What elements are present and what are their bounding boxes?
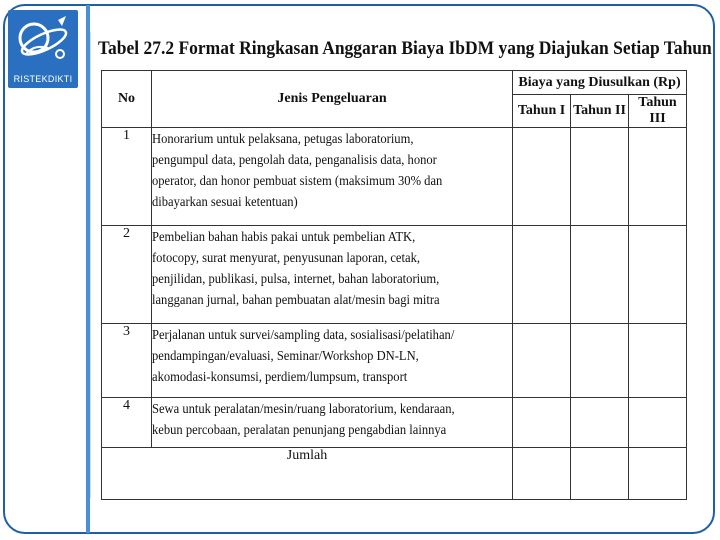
cell-tahun-3 xyxy=(629,226,687,324)
row-number: 1 xyxy=(102,128,152,226)
desc-line: Pembelian bahan habis pakai untuk pembelian ATK, xyxy=(152,229,416,244)
cell-tahun-1 xyxy=(513,128,571,226)
header-jenis-pengeluaran: Jenis Pengeluaran xyxy=(152,71,513,128)
cell-tahun-2 xyxy=(571,398,629,448)
total-tahun-3 xyxy=(629,448,687,500)
row-number: 4 xyxy=(102,398,152,448)
table-row xyxy=(102,324,687,398)
desc-line: Honorarium untuk pelaksana, petugas laboratorium, xyxy=(152,131,414,146)
logo-text: RISTEKDIKTI xyxy=(13,74,73,84)
desc-line: akomodasi-konsumsi, perdiem/lumpsum, transport xyxy=(152,369,408,384)
cell-tahun-2 xyxy=(571,226,629,324)
desc-line: langganan jurnal, bahan pembuatan alat/mesin bagi mitra xyxy=(152,292,440,307)
total-label: Jumlah xyxy=(102,448,513,500)
table-row xyxy=(102,398,687,448)
cell-tahun-1 xyxy=(513,226,571,324)
desc-line: kebun percobaan, peralatan penunjang pengabdian lainnya xyxy=(152,422,447,437)
header-tahun-3: Tahun III xyxy=(629,95,687,128)
header-tahun-1: Tahun I xyxy=(513,95,571,128)
row-description xyxy=(152,324,513,398)
table-row xyxy=(102,226,687,324)
desc-line: fotocopy, surat menyurat, penyusunan laporan, cetak, xyxy=(152,250,420,265)
cell-tahun-1 xyxy=(513,398,571,448)
header-no: No xyxy=(102,71,152,128)
total-tahun-1 xyxy=(513,448,571,500)
desc-line: Perjalanan untuk survei/sampling data, sosialisasi/pelatihan/ xyxy=(152,327,455,342)
budget-table xyxy=(101,70,687,500)
row-number: 2 xyxy=(102,226,152,324)
row-description xyxy=(152,226,513,324)
table-title: Tabel 27.2 Format Ringkasan Anggaran Biaya IbDM yang Diajukan Setiap Tahun xyxy=(98,38,712,59)
row-description xyxy=(152,128,513,226)
desc-line: penjilidan, publikasi, pulsa, internet, bahan laboratorium, xyxy=(152,271,440,286)
ristekdikti-emblem-icon xyxy=(14,14,72,68)
cell-tahun-2 xyxy=(571,324,629,398)
header-tahun-2: Tahun II xyxy=(571,95,629,128)
cell-tahun-3 xyxy=(629,324,687,398)
desc-line: Sewa untuk peralatan/mesin/ruang laboratorium, kendaraan, xyxy=(152,401,455,416)
desc-line: pengumpul data, pengolah data, penganalisis data, honor xyxy=(152,152,437,167)
cell-tahun-3 xyxy=(629,398,687,448)
cell-tahun-1 xyxy=(513,324,571,398)
row-number: 3 xyxy=(102,324,152,398)
table-row xyxy=(102,128,687,226)
total-row xyxy=(102,448,687,500)
desc-line: operator, dan honor pembuat sistem (maksimum 30% dan xyxy=(152,173,443,188)
header-biaya-diusulkan: Biaya yang Diusulkan (Rp) xyxy=(513,71,687,95)
cell-tahun-2 xyxy=(571,128,629,226)
cell-tahun-3 xyxy=(629,128,687,226)
row-description xyxy=(152,398,513,448)
desc-line: pendampingan/evaluasi, Seminar/Workshop DN-LN, xyxy=(152,348,419,363)
total-tahun-2 xyxy=(571,448,629,500)
ristekdikti-logo xyxy=(8,10,78,88)
desc-line: dibayarkan sesuai ketentuan) xyxy=(152,194,298,209)
